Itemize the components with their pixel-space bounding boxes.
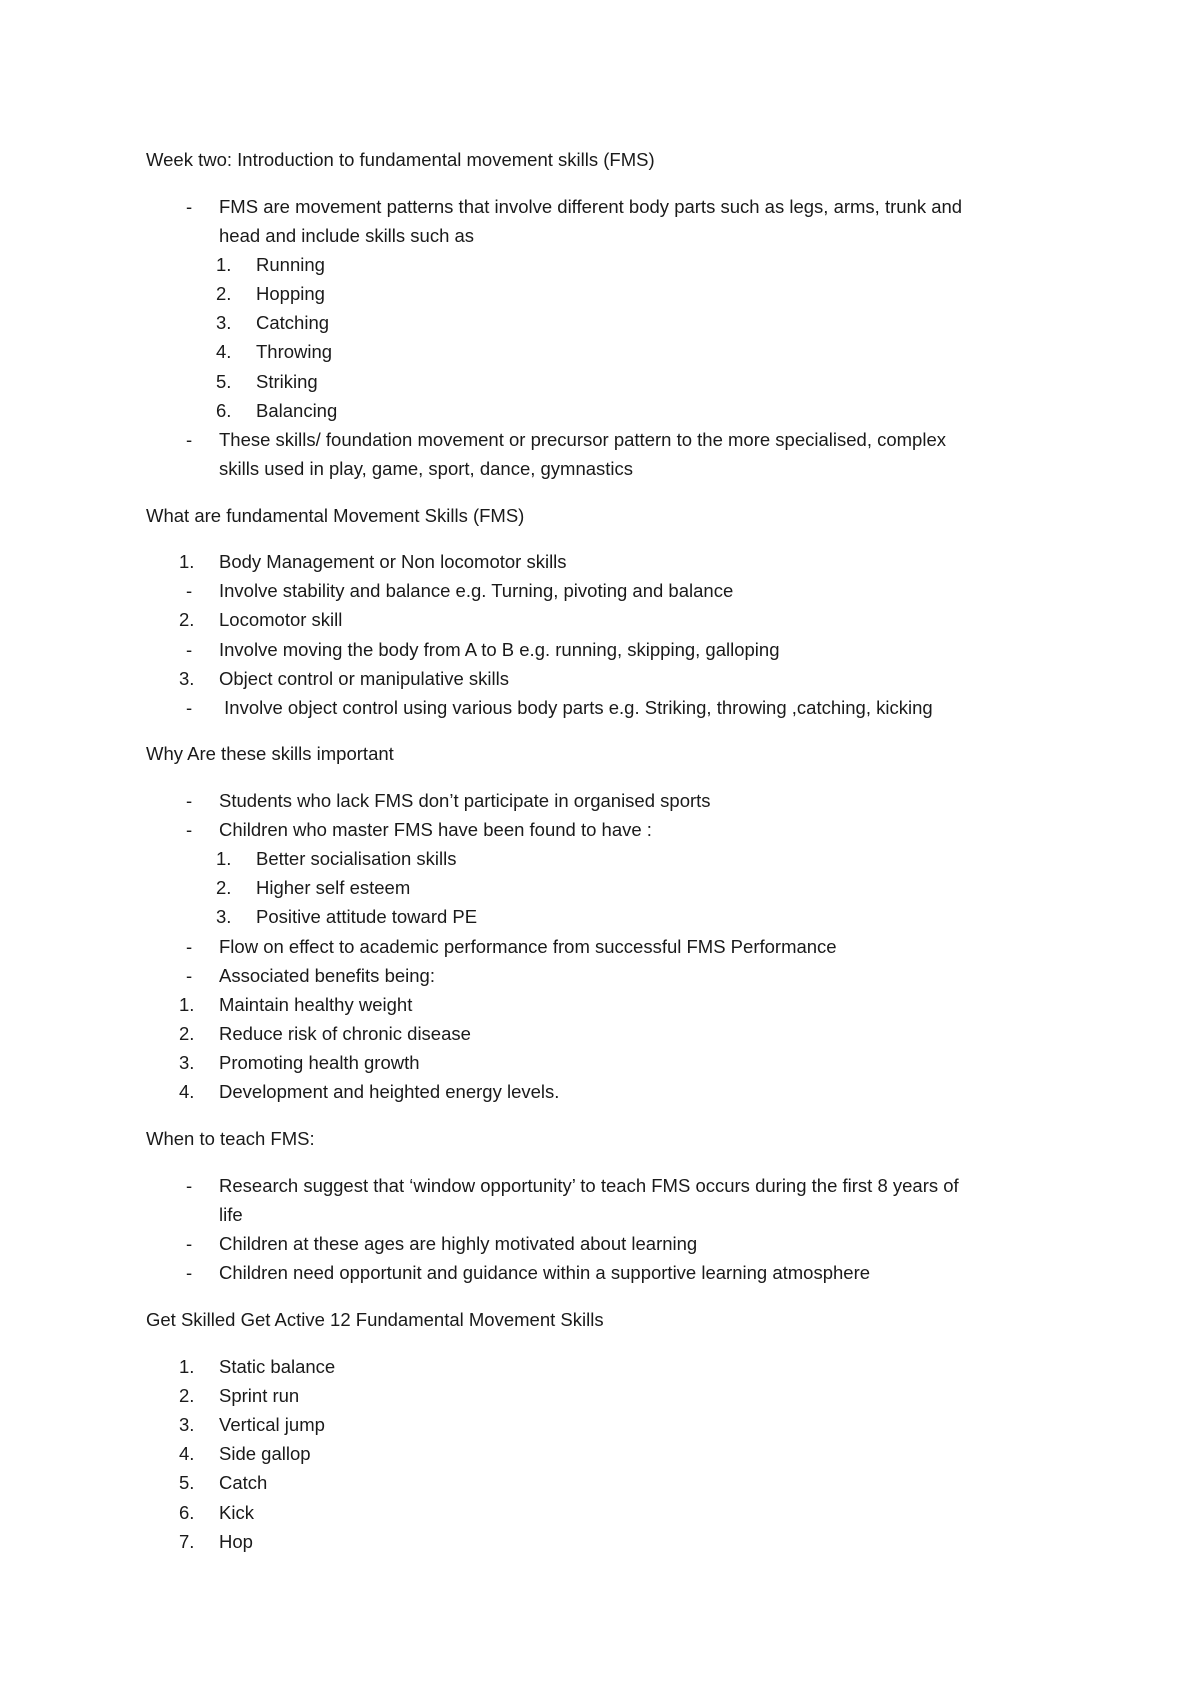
list-number: 4. <box>216 341 232 362</box>
list-number: 1. <box>179 551 195 572</box>
list-number: 3. <box>216 312 232 333</box>
section-heading-week-two: Week two: Introduction to fundamental movement skills (FMS) <box>146 149 655 170</box>
list-item: Better socialisation skills <box>256 848 457 869</box>
list-item: Hopping <box>256 283 325 304</box>
bullet-dash: - <box>186 1233 193 1254</box>
list-number: 2. <box>179 1023 195 1044</box>
bullet-dash: - <box>186 819 193 840</box>
section-heading-why-important: Why Are these skills important <box>146 743 394 764</box>
bullet-dash: - <box>186 790 193 811</box>
list-number: 7. <box>179 1531 195 1552</box>
list-number: 2. <box>216 283 232 304</box>
list-item: Catching <box>256 312 330 333</box>
bullet-text: Involve stability and balance e.g. Turning, pivoting and balance <box>219 580 734 601</box>
bullet-text: Involve object control using various body parts e.g. Striking, throwing ,catching, kicking <box>219 697 933 718</box>
bullet-text: Research suggest that ‘window opportunity’ to teach FMS occurs during the first 8 years of <box>219 1175 959 1196</box>
bullet-text-continued: skills used in play, game, sport, dance, gymnastics <box>219 458 634 479</box>
bullet-text: These skills/ foundation movement or precursor pattern to the more specialised, complex <box>219 429 946 450</box>
list-item: Positive attitude toward PE <box>256 906 478 927</box>
list-number: 5. <box>216 371 232 392</box>
bullet-dash: - <box>186 580 193 601</box>
list-item: Promoting health growth <box>219 1052 420 1073</box>
list-item: Balancing <box>256 400 338 421</box>
bullet-text-continued: head and include skills such as <box>219 225 475 246</box>
list-item: Body Management or Non locomotor skills <box>219 551 567 572</box>
list-item: Running <box>256 254 325 275</box>
list-number: 6. <box>216 400 232 421</box>
bullet-dash: - <box>186 639 193 660</box>
bullet-text-continued: life <box>219 1204 243 1225</box>
list-number: 1. <box>179 994 195 1015</box>
bullet-text: Flow on effect to academic performance from successful FMS Performance <box>219 936 837 957</box>
list-item: Vertical jump <box>219 1414 325 1435</box>
list-number: 1. <box>216 848 232 869</box>
bullet-dash: - <box>186 965 193 986</box>
bullet-dash: - <box>186 1175 193 1196</box>
section-heading-when-to-teach: When to teach FMS: <box>146 1128 315 1149</box>
section-heading-what-are-fms: What are fundamental Movement Skills (FMS) <box>146 505 525 526</box>
list-number: 3. <box>179 1052 195 1073</box>
list-item: Striking <box>256 371 318 392</box>
bullet-dash: - <box>186 429 193 450</box>
list-number: 1. <box>179 1356 195 1377</box>
bullet-dash: - <box>186 697 193 718</box>
list-item: Side gallop <box>219 1443 311 1464</box>
list-number: 2. <box>216 877 232 898</box>
list-item: Static balance <box>219 1356 336 1377</box>
bullet-text: Students who lack FMS don’t participate in organised sports <box>219 790 711 811</box>
bullet-text: Involve moving the body from A to B e.g. running, skipping, galloping <box>219 639 780 660</box>
list-item: Locomotor skill <box>219 609 343 630</box>
list-number: 5. <box>179 1472 195 1493</box>
list-number: 4. <box>179 1443 195 1464</box>
list-number: 1. <box>216 254 232 275</box>
list-number: 6. <box>179 1502 195 1523</box>
list-item: Object control or manipulative skills <box>219 668 509 689</box>
list-item: Higher self esteem <box>256 877 411 898</box>
list-number: 3. <box>216 906 232 927</box>
bullet-text: Children who master FMS have been found to have : <box>219 819 652 840</box>
section-heading-get-skilled: Get Skilled Get Active 12 Fundamental Movement Skills <box>146 1309 604 1330</box>
list-item: Sprint run <box>219 1385 300 1406</box>
bullet-text: Children at these ages are highly motivated about learning <box>219 1233 698 1254</box>
list-number: 3. <box>179 668 195 689</box>
list-item: Kick <box>219 1502 254 1523</box>
list-item: Hop <box>219 1531 253 1552</box>
list-item: Throwing <box>256 341 333 362</box>
bullet-dash: - <box>186 1262 193 1283</box>
list-number: 2. <box>179 1385 195 1406</box>
list-item: Catch <box>219 1472 268 1493</box>
bullet-dash: - <box>186 936 193 957</box>
list-item: Reduce risk of chronic disease <box>219 1023 471 1044</box>
list-item: Development and heighted energy levels. <box>219 1081 560 1102</box>
bullet-text: Associated benefits being: <box>219 965 435 986</box>
bullet-text: FMS are movement patterns that involve different body parts such as legs, arms, trunk and <box>219 196 963 217</box>
list-number: 3. <box>179 1414 195 1435</box>
list-number: 2. <box>179 609 195 630</box>
list-item: Maintain healthy weight <box>219 994 413 1015</box>
list-number: 4. <box>179 1081 195 1102</box>
bullet-dash: - <box>186 196 193 217</box>
bullet-text: Children need opportunit and guidance within a supportive learning atmosphere <box>219 1262 871 1283</box>
